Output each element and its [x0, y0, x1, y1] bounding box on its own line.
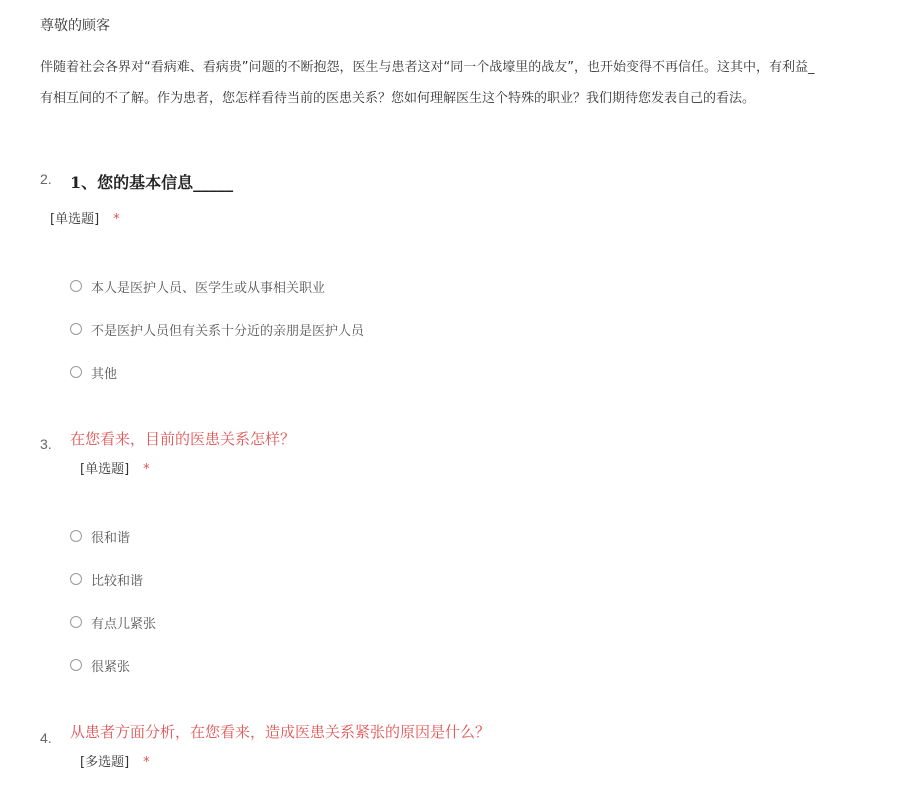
question-type-label: [单选题] [50, 212, 100, 227]
option-radio[interactable] [70, 276, 325, 296]
radio-circle[interactable] [70, 530, 82, 542]
required-mark: * [113, 212, 120, 227]
radio-circle[interactable] [70, 366, 82, 378]
option-radio[interactable] [70, 362, 117, 382]
option-label: 有点儿紧张 [91, 616, 157, 632]
option-label: 很紧张 [91, 659, 131, 675]
option-radio[interactable] [70, 655, 130, 675]
radio-circle[interactable] [70, 659, 82, 671]
question-type [80, 751, 150, 770]
option-label: 比较和谐 [91, 573, 144, 589]
radio-circle[interactable] [70, 280, 82, 292]
option-radio[interactable] [70, 319, 364, 339]
question-number: 3. [40, 436, 52, 452]
radio-circle[interactable] [70, 323, 82, 335]
intro-line-2: 有相互间的不了解。作为患者，您怎样看待当前的医患关系？您如何理解医生这个特殊的职业？我们期待您发表自己的看法。 [40, 91, 756, 106]
option-radio[interactable] [70, 526, 130, 546]
option-label: 其他 [91, 366, 118, 382]
option-radio[interactable] [70, 612, 156, 632]
required-mark: * [143, 462, 150, 477]
question-number: 4. [40, 730, 52, 746]
question-number: 2. [40, 171, 52, 187]
option-label: 本人是医护人员、医学生或从事相关职业 [91, 280, 326, 296]
greeting: 尊敬的顾客 [40, 18, 110, 34]
intro-line-1: 伴随着社会各界对“看病难、看病贵”问题的不断抱怨，医生与患者这对“同一个战壕里的战友”，也开始变得不再信任。这其中，有利益_ [40, 60, 815, 75]
question-title: 在您看来，目前的医患关系怎样？ [70, 430, 296, 448]
question-title: 1、您的基本信息_____ [70, 173, 234, 192]
question-type-label: [多选题] [80, 755, 130, 770]
required-mark: * [143, 755, 150, 770]
intro-text [40, 52, 900, 114]
question-type-label: [单选题] [80, 462, 130, 477]
radio-circle[interactable] [70, 616, 82, 628]
question-type [80, 458, 150, 477]
question-title: 从患者方面分析，在您看来，造成医患关系紧张的原因是什么？ [70, 723, 491, 741]
question-type [50, 208, 120, 227]
option-label: 很和谐 [91, 530, 131, 546]
radio-circle[interactable] [70, 573, 82, 585]
option-label: 不是医护人员但有关系十分近的亲朋是医护人员 [91, 323, 365, 339]
option-radio[interactable] [70, 569, 143, 589]
